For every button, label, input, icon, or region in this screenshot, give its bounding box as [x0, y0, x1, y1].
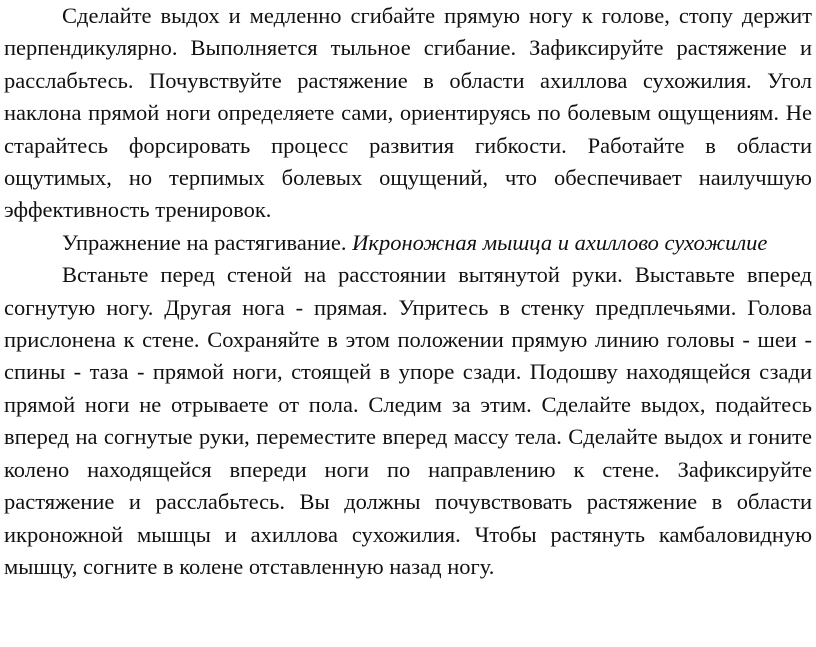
exercise-heading: [4, 227, 812, 259]
exercise-heading-prefix: Упражнение на растягивание.: [62, 229, 353, 255]
paragraph-stretch-instructions: Сделайте выдох и медленно сгибайте прямую ногу к голове, стопу держит перпендикулярно. Выполняется тыльное сгибание. Зафиксируйте растяжение и расслабьтесь. Почувствуйте растяжение в области ахиллова сухожилия. Угол наклона прямой ноги определяете сами, ориентируясь по болевым ощущениям. Не старайтесь форсировать процесс развития гибкости. Работайте в области ощутимых, но терпимых болевых ощущений, что обеспечивает наилучшую эффективность тренировок.: [4, 3, 812, 223]
paragraph-exercise-description: Встаньте перед стеной на расстоянии вытянутой руки. Выставьте вперед согнутую ногу. Другая нога - прямая. Упритесь в стенку предплечьями. Голова прислонена к стене. Сохраняйте в этом положении прямую линию головы - шеи - спины - таза - прямой ноги, стоящей в упоре сзади. Подошву находящейся сзади прямой ноги не отрываете от пола. Следим за этим. Сделайте выдох, подайтесь вперед на согнутые руки, переместите вперед массу тела. Сделайте выдох и гоните колено находящейся впереди ноги по направлению к стене. Зафиксируйте растяжение и расслабьтесь. Вы должны почувствовать растяжение в области икроножной мышцы и ахиллова сухожилия. Чтобы растянуть камбаловидную мышцу, согните в колене отставленную назад ногу.: [4, 262, 812, 579]
exercise-heading-title: Икроножная мышца и ахиллово сухожилие: [352, 229, 768, 255]
document-page: [4, 0, 812, 583]
